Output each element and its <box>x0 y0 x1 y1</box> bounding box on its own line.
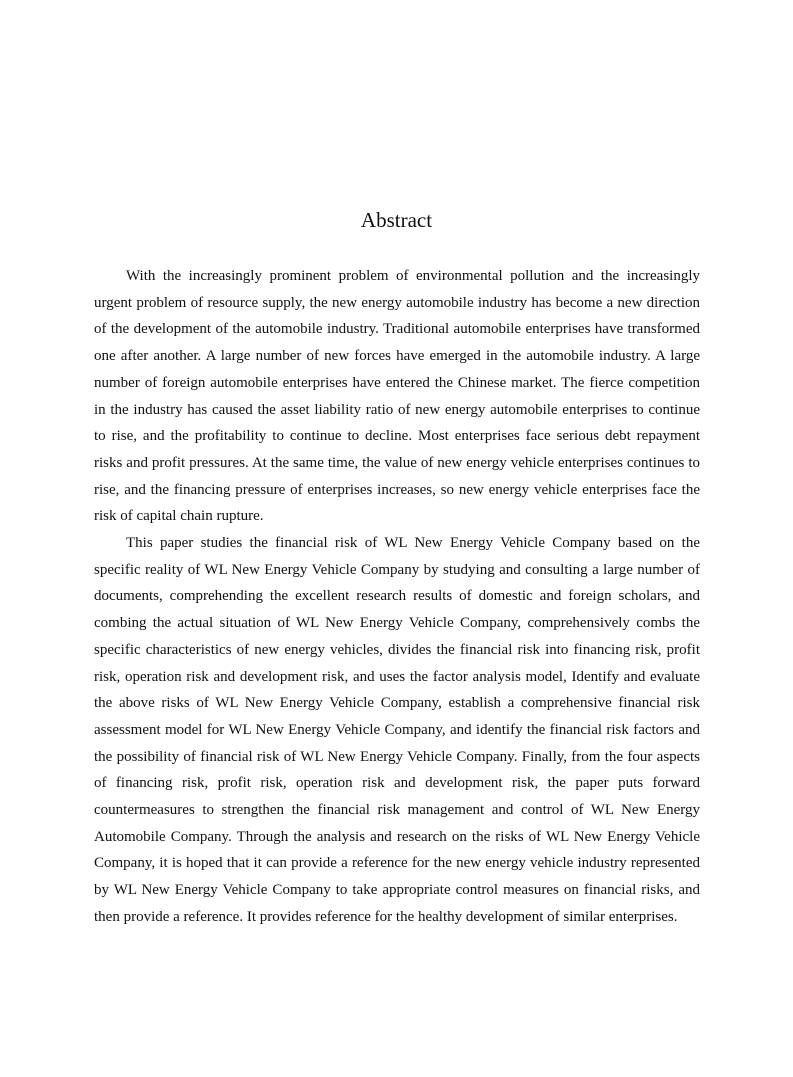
abstract-paragraph-2: This paper studies the financial risk of WL New Energy Vehicle Company based on the specific reality of WL New Energy Vehicle Company by studying and consulting a large number of documents, comprehending the excellent research results of domestic and foreign scholars, and combing the actual situation of WL New Energy Vehicle Company, comprehensively combs the specific characteristics of new energy vehicles, divides the financial risk into financing risk, profit risk, operation risk and development risk, and uses the factor analysis model, Identify and evaluate the above risks of WL New Energy Vehicle Company, establish a comprehensive financial risk assessment model for WL New Energy Vehicle Company, and identify the financial risk factors and the possibility of financial risk of WL New Energy Vehicle Company. Finally, from the four aspects of financing risk, profit risk, operation risk and development risk, the paper puts forward countermeasures to strengthen the financial risk management and control of WL New Energy Automobile Company. Through the analysis and research on the risks of WL New Energy Vehicle Company, it is hoped that it can provide a reference for the new energy vehicle industry represented by WL New Energy Vehicle Company to take appropriate control measures on financial risks, and then provide a reference. It provides reference for the healthy development of similar enterprises. <box>94 535 700 925</box>
abstract-title: Abstract <box>360 208 433 232</box>
abstract-body <box>94 263 700 931</box>
abstract-paragraph-1: With the increasingly prominent problem of environmental pollution and the increasingly urgent problem of resource supply, the new energy automobile industry has become a new direction of the development of the automobile industry. Traditional automobile enterprises have transformed one after another. A large number of new forces have emerged in the automobile industry. A large number of foreign automobile enterprises have entered the Chinese market. The fierce competition in the industry has caused the asset liability ratio of new energy automobile enterprises to continue to rise, and the profitability to continue to decline. Most enterprises face serious debt repayment risks and profit pressures. At the same time, the value of new energy vehicle enterprises continues to rise, and the financing pressure of enterprises increases, so new energy vehicle enterprises face the risk of capital chain rupture. <box>94 268 700 525</box>
